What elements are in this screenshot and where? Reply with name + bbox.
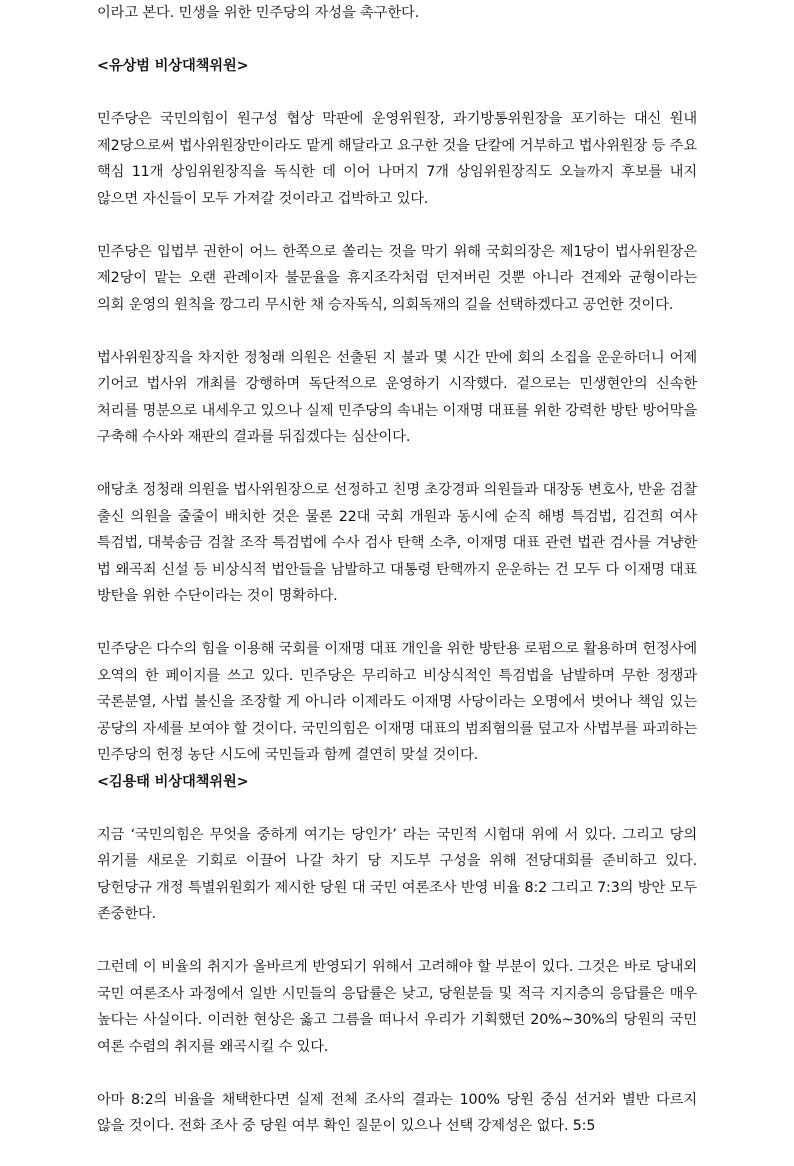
body-paragraph: 그런데 이 비율의 취지가 올바르게 반영되기 위해서 고려해야 할 부분이 있다. 그것은 바로 당내외 국민 여론조사 과정에서 일반 시민들의 응답률은 낮고, 당원분들 및 적극 지지층의 응답률은 매우 높다는 사실이다. 이러한 현상은 옳고 그름을 떠나서 우리가 기획했던 20%~30%의 당원의 국민 여론 수렴의 취지를 왜곡시킬 수 있다. xyxy=(97,959,697,1055)
body-paragraph: 아마 8:2의 비율을 채택한다면 실제 전체 조사의 결과는 100% 당원 중심 선거와 별반 다르지 않을 것이다. 전화 조사 중 당원 여부 확인 질문이 있으나 선택 강제성은 없다. 5:5 xyxy=(97,1091,697,1134)
body-paragraph: 지금 ‘국민의힘은 무엇을 중하게 여기는 당인가’ 라는 국민적 시험대 위에 서 있다. 그리고 당의 위기를 새로운 기회로 이끌어 나갈 차기 당 지도부 구성을 위해 전당대회를 준비하고 있다. 당헌당규 개정 특별위원회가 제시한 당원 대 국민 여론조사 반영 비율 8:2 그리고 7:3의 방안 모두 존중한다. xyxy=(97,826,697,922)
body-paragraph: 애당초 정청래 의원을 법사위원장으로 선정하고 친명 초강경파 의원들과 대장동 변호사, 반윤 검찰 출신 의원을 줄줄이 배치한 것은 물론 22대 국회 개원과 동시에 순직 해병 특검법, 김건희 여사 특검법, 대북송금 검찰 조작 특검법에 수사 검사 탄핵 소추, 이재명 대표 관련 법관 검사를 겨냥한 법 왜곡죄 신설 등 비상식적 법안들을 남발하고 대통령 탄핵까지 운운하는 건 모두 다 이재명 대표 방탄을 위한 수단이라는 것이 명확하다. xyxy=(97,482,697,604)
body-paragraph: 민주당은 다수의 힘을 이용해 국회를 이재명 대표 개인을 위한 방탄용 로펌으로 활용하며 헌정사에 오역의 한 페이지를 쓰고 있다. 민주당은 무리하고 비상식적인 특검법을 남발하며 무한 정쟁과 국론분열, 사법 불신을 조장할 게 아니라 이제라도 이재명 사당이라는 오명에서 벗어나 책임 있는 공당의 자세를 보여야 할 것이다. 국민의힘은 이재명 대표의 범죄혐의를 덮고자 사법부를 파괴하는 민주당의 헌정 농단 시도에 국민들과 함께 결연히 맞설 것이다. xyxy=(97,641,697,763)
document-page xyxy=(97,0,697,1166)
section-heading-kim-yong-tae: <김용태 비상대책위원> xyxy=(97,773,249,790)
body-paragraph: 민주당은 국민의힘이 원구성 협상 막판에 운영위원장, 과기방통위원장을 포기하는 대신 원내 제2당으로써 법사위원장만이라도 맡게 해달라고 요구한 것을 단칼에 거부하고 법사위원장 등 주요 핵심 11개 상임위원장직을 독식한 데 이어 나머지 7개 상임위원장직도 오늘까지 후보를 내지 않으면 자신들이 모두 가져갈 것이라고 겁박하고 있다. xyxy=(97,111,697,207)
body-paragraph: 민주당은 입법부 권한이 어느 한쪽으로 쏠리는 것을 막기 위해 국회의장은 제1당이 법사위원장은 제2당이 맡는 오랜 관례이자 불문율을 휴지조각처럼 던져버린 것뿐 아니라 견제와 균형이라는 의회 운영의 원칙을 깡그리 무시한 채 승자독식, 의회독재의 길을 선택하겠다고 공언한 것이다. xyxy=(97,243,697,313)
section-heading-yoo-sang-bum: <유상범 비상대책위원> xyxy=(97,58,249,74)
intro-closing-paragraph: 이라고 본다. 민생을 위한 민주당의 자성을 촉구한다. xyxy=(97,5,420,21)
body-paragraph: 법사위원장직을 차지한 정청래 의원은 선출된 지 불과 몇 시간 만에 회의 소집을 운운하더니 어제 기어코 법사위 개최를 강행하며 독단적으로 운영하기 시작했다. 겉으로는 민생현안의 신속한 처리를 명분으로 내세우고 있으나 실제 민주당의 속내는 이재명 대표를 위한 강력한 방탄 방어막을 구축해 수사와 재판의 결과를 뒤집겠다는 심산이다. xyxy=(97,349,697,445)
